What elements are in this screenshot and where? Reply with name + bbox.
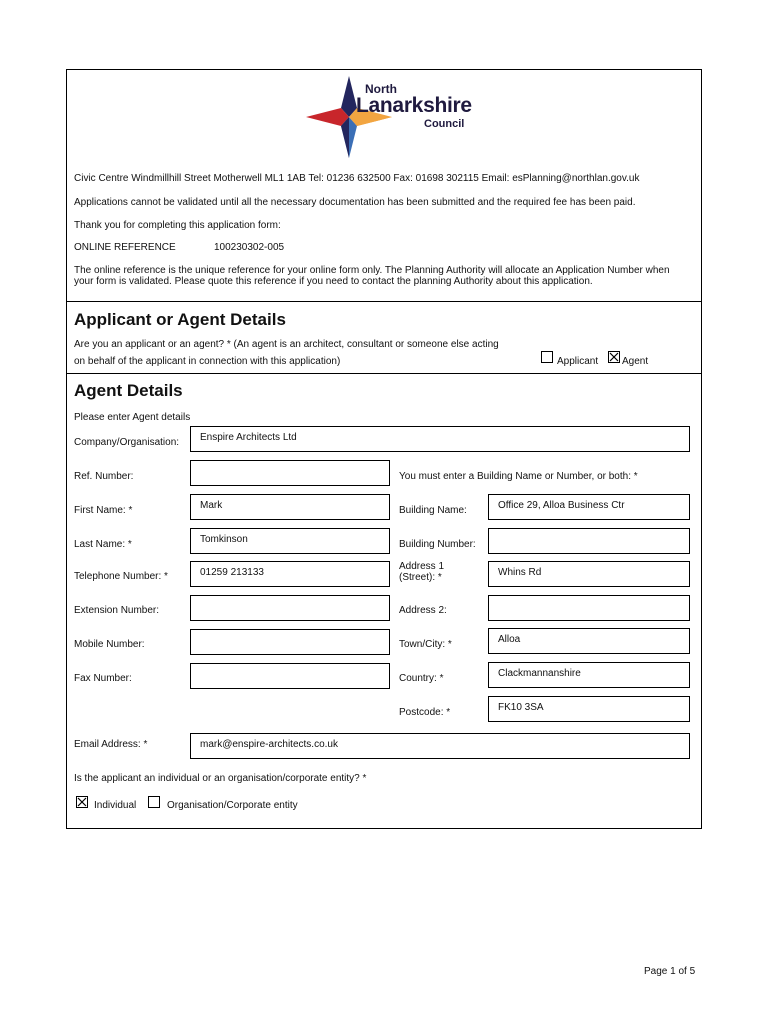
- online-reference-label: ONLINE REFERENCE: [74, 242, 176, 253]
- agent-prompt: Please enter Agent details: [74, 412, 191, 423]
- building-number-label: Building Number:: [399, 539, 476, 550]
- building-number-input[interactable]: [488, 528, 690, 554]
- building-name-input[interactable]: Office 29, Alloa Business Ctr: [488, 494, 690, 520]
- thanks-text: Thank you for completing this application form:: [74, 220, 281, 231]
- check-x-icon: [609, 352, 619, 362]
- agent-checkbox[interactable]: [608, 351, 620, 363]
- postcode-label: Postcode: *: [399, 707, 451, 718]
- mobile-input[interactable]: [190, 629, 390, 655]
- telephone-input[interactable]: 01259 213133: [190, 561, 390, 587]
- company-input[interactable]: Enspire Architects Ltd: [190, 426, 690, 452]
- section-divider: [66, 373, 702, 374]
- applicant-option-label: Applicant: [557, 356, 599, 367]
- building-requirement-note: You must enter a Building Name or Number, or both: *: [399, 471, 638, 482]
- extension-input[interactable]: [190, 595, 390, 621]
- individual-option-label: Individual: [94, 800, 137, 811]
- first-name-input[interactable]: Mark: [190, 494, 390, 520]
- building-name-label: Building Name:: [399, 505, 467, 516]
- validation-note: Applications cannot be validated until all the necessary documentation has been submitted and the required fee has been paid.: [74, 197, 636, 208]
- applicant-section-title: Applicant or Agent Details: [74, 310, 286, 329]
- reference-note-line2: your form is validated. Please quote this reference if you need to contact the planning Authority about this application.: [74, 276, 593, 287]
- email-label: Email Address: *: [74, 739, 148, 750]
- last-name-label: Last Name: *: [74, 539, 132, 550]
- logo-line-lanarkshire: Lanarkshire: [356, 94, 472, 117]
- first-name-label: First Name: *: [74, 505, 133, 516]
- extension-label: Extension Number:: [74, 605, 160, 616]
- ref-number-label: Ref. Number:: [74, 471, 134, 482]
- applicant-checkbox[interactable]: [541, 351, 553, 363]
- agent-option-label: Agent: [622, 356, 649, 367]
- entity-question: Is the applicant an individual or an organisation/corporate entity? *: [74, 773, 367, 784]
- town-label: Town/City: *: [399, 639, 452, 650]
- agent-section-title: Agent Details: [74, 381, 183, 400]
- country-input[interactable]: Clackmannanshire: [488, 662, 690, 688]
- postcode-input[interactable]: FK10 3SA: [488, 696, 690, 722]
- contact-details: Civic Centre Windmillhill Street Motherwell ML1 1AB Tel: 01236 632500 Fax: 01698 302115 Email: esPlanning@northlan.gov.uk: [74, 173, 640, 184]
- logo-line-north: North: [365, 82, 397, 96]
- address1-label-line2: (Street): *: [399, 572, 442, 583]
- online-reference-value: 100230302-005: [214, 242, 285, 253]
- address1-label-line1: Address 1: [399, 561, 445, 572]
- last-name-input[interactable]: Tomkinson: [190, 528, 390, 554]
- address2-label: Address 2:: [399, 605, 447, 616]
- address2-input[interactable]: [488, 595, 690, 621]
- address1-input[interactable]: Whins Rd: [488, 561, 690, 587]
- applicant-question-line1: Are you an applicant or an agent? * (An agent is an architect, consultant or someone else acting: [74, 339, 499, 350]
- telephone-label: Telephone Number: *: [74, 571, 168, 582]
- organisation-checkbox[interactable]: [148, 796, 160, 808]
- applicant-question-line2: on behalf of the applicant in connection with this application): [74, 356, 341, 367]
- fax-label: Fax Number:: [74, 673, 132, 684]
- individual-checkbox[interactable]: [76, 796, 88, 808]
- company-label: Company/Organisation:: [74, 437, 180, 448]
- mobile-label: Mobile Number:: [74, 639, 145, 650]
- fax-input[interactable]: [190, 663, 390, 689]
- email-input[interactable]: mark@enspire-architects.co.uk: [190, 733, 690, 759]
- reference-note-line1: The online reference is the unique reference for your online form only. The Planning Authority will allocate an Application Number when: [74, 265, 670, 276]
- check-x-icon: [77, 797, 87, 807]
- organisation-option-label: Organisation/Corporate entity: [167, 800, 298, 811]
- logo-line-council: Council: [424, 118, 465, 130]
- country-label: Country: *: [399, 673, 444, 684]
- council-logo: [306, 76, 476, 158]
- town-input[interactable]: Alloa: [488, 628, 690, 654]
- ref-number-input[interactable]: [190, 460, 390, 486]
- page-number: Page 1 of 5: [644, 966, 696, 977]
